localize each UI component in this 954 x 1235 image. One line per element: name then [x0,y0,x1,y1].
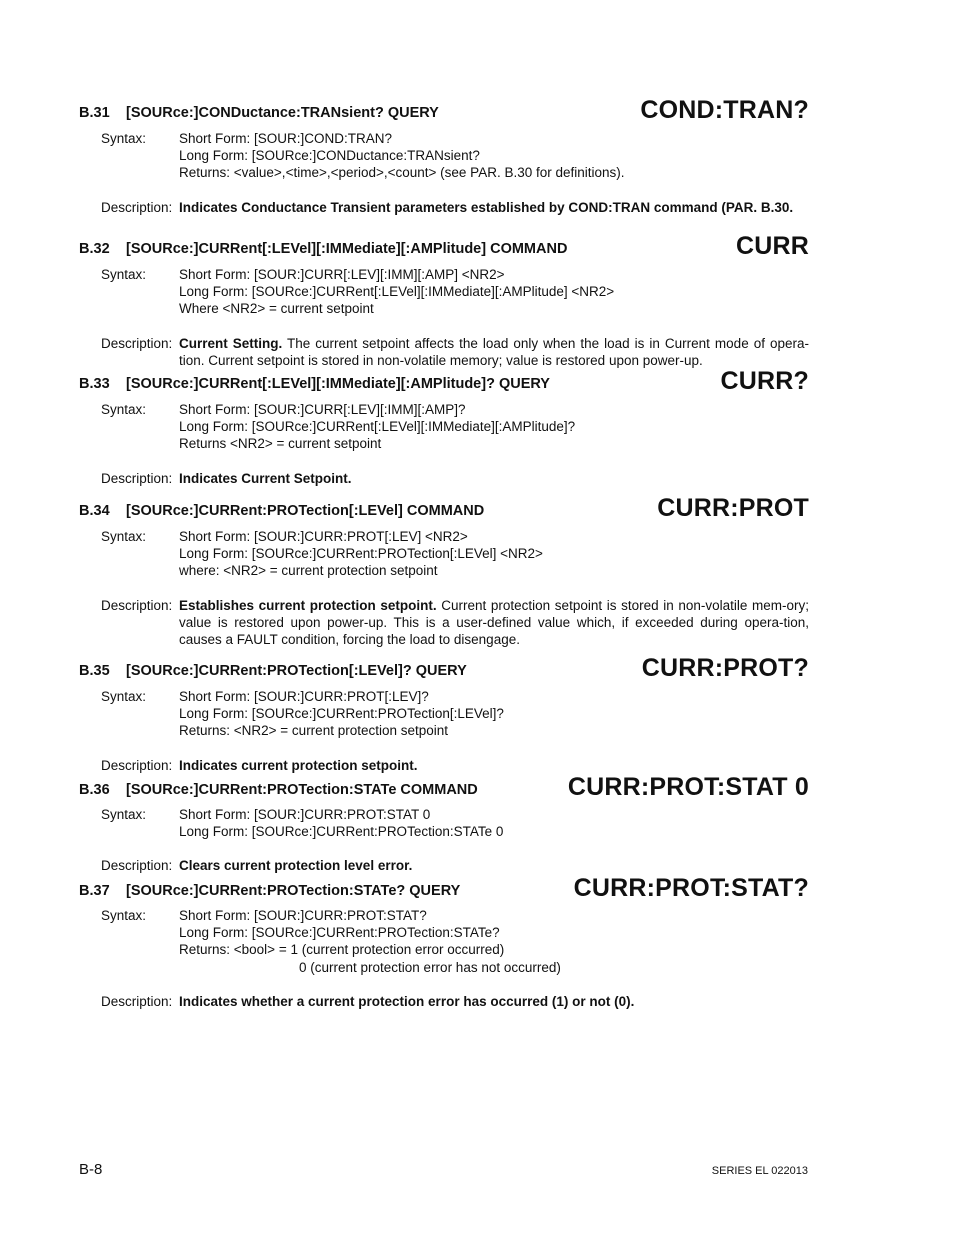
description-block [79,597,809,649]
section-title [79,782,478,798]
section-number: B.34 [79,503,110,519]
command-mnemonic: CURR:PROT:STAT? [573,874,809,902]
section-heading [79,773,809,801]
page-number: B-8 [79,1161,103,1178]
section-number: B.35 [79,663,110,679]
syntax-label: Syntax: [101,689,147,704]
section-number: B.37 [79,883,110,899]
description-block [79,470,809,487]
syntax-label: Syntax: [101,529,147,544]
syntax-short-form: Short Form: [SOUR:]CURR[:LEV][:IMM][:AMP]? [179,402,466,417]
section-heading [79,654,809,682]
section-number: B.32 [79,241,110,257]
syntax-label: Syntax: [101,267,147,282]
syntax-long-form: Long Form: [SOURce:]CURRent:PROTection[:LEVel]? [179,706,504,722]
syntax-short-form: Short Form: [SOUR:]COND:TRAN? [179,131,393,146]
command-mnemonic: CURR? [720,367,809,395]
syntax-returns: Returns: <value>,<time>,<period>,<count> (see PAR. B.30 for definitions). [179,165,625,181]
command-mnemonic: CURR:PROT? [641,654,809,682]
section-title-text: [SOURce:]CURRent[:LEVel][:IMMediate][:AMPlitude] COMMAND [126,241,568,257]
description-block [79,335,809,369]
section-number: B.36 [79,782,110,798]
section-heading [79,494,809,522]
section-b32 [79,232,809,369]
section-title-text: [SOURce:]CURRent:PROTection:STATe COMMAND [126,782,478,798]
section-b37 [79,874,809,1010]
document-id: SERIES EL 022013 [711,1165,808,1177]
syntax-block [79,130,809,182]
section-heading [79,874,809,902]
description-bold: Indicates Current Setpoint. [179,470,352,486]
syntax-short-form: Short Form: [SOUR:]CURR:PROT[:LEV]? [179,689,429,704]
syntax-block [79,806,809,840]
description-block [79,757,809,774]
description-text: The current setpoint affects the load only when the load is in Current mode of opera-tion. Current setpoint is stored in non-volatile memory; value is restored upon power-up. [179,335,809,368]
description-block [79,199,809,216]
section-b34 [79,494,809,648]
section-title [79,105,439,121]
syntax-block [79,401,809,453]
command-mnemonic: CURR:PROT [657,494,809,522]
syntax-label: Syntax: [101,908,147,923]
command-mnemonic: COND:TRAN? [640,96,809,124]
syntax-label: Syntax: [101,402,147,417]
section-title-text: [SOURce:]CURRent:PROTection[:LEVel]? QUERY [126,663,467,679]
syntax-long-form: Long Form: [SOURce:]CURRent:PROTection[:LEVel] <NR2> [179,546,543,562]
section-title-text: [SOURce:]CURRent[:LEVel][:IMMediate][:AMPlitude]? QUERY [126,376,550,392]
syntax-short-form: Short Form: [SOUR:]CURR:PROT:STAT 0 [179,807,431,822]
syntax-label: Syntax: [101,131,147,146]
syntax-returns-cont: 0 (current protection error has not occurred) [299,959,561,975]
syntax-long-form: Long Form: [SOURce:]CURRent[:LEVel][:IMMediate][:AMPlitude] <NR2> [179,284,615,300]
section-title-text: [SOURce:]CONDuctance:TRANsient? QUERY [126,105,439,121]
section-b31 [79,96,809,216]
section-title [79,241,567,257]
description-block [79,857,809,874]
section-title [79,376,550,392]
section-title [79,883,460,899]
description-block [79,993,809,1010]
description-bold: Indicates Conductance Transient parameters established by COND:TRAN command (PAR. B.30. [179,199,794,215]
syntax-long-form: Long Form: [SOURce:]CONDuctance:TRANsient? [179,148,480,164]
section-b33 [79,367,809,487]
syntax-block [79,907,809,976]
description-label: Description: [101,993,173,1009]
syntax-returns: Returns: <bool> = 1 (current protection error occurred) [179,942,505,958]
description-bold: Establishes current protection setpoint. [179,597,437,613]
command-mnemonic: CURR:PROT:STAT 0 [567,773,809,801]
description-bold: Indicates current protection setpoint. [179,757,418,773]
syntax-long-form: Long Form: [SOURce:]CURRent[:LEVel][:IMMediate][:AMPlitude]? [179,419,576,435]
description-text: Current protection setpoint is stored in non-volatile mem-ory; value is restored upon power-up. This is a user-defined value which, if exceeded during opera-tion, causes a FAULT condition, forcing the load to disengage. [179,597,809,648]
section-heading [79,367,809,395]
section-title-text: [SOURce:]CURRent:PROTection:STATe? QUERY [126,883,461,899]
syntax-returns: Returns <NR2> = current setpoint [179,436,382,452]
description-label: Description: [101,199,173,215]
description-label: Description: [101,858,173,874]
section-title-text: [SOURce:]CURRent:PROTection[:LEVel] COMMAND [126,503,485,519]
description-bold: Current Setting. [179,335,283,351]
description-label: Description: [101,757,173,773]
section-number: B.33 [79,376,110,392]
command-mnemonic: CURR [735,232,809,260]
section-title [79,503,484,519]
description-bold: Indicates whether a current protection error has occurred (1) or not (0). [179,993,635,1009]
syntax-short-form: Short Form: [SOUR:]CURR[:LEV][:IMM][:AMP] <NR2> [179,267,505,282]
section-b35 [79,654,809,774]
syntax-block [79,266,809,318]
syntax-where: Where <NR2> = current setpoint [179,301,374,317]
syntax-returns: Returns: <NR2> = current protection setpoint [179,723,449,739]
description-bold: Clears current protection level error. [179,858,413,874]
section-heading [79,232,809,260]
syntax-long-form: Long Form: [SOURce:]CURRent:PROTection:STATe? [179,925,500,941]
section-b36 [79,773,809,875]
syntax-short-form: Short Form: [SOUR:]CURR:PROT[:LEV] <NR2> [179,529,468,544]
syntax-short-form: Short Form: [SOUR:]CURR:PROT:STAT? [179,908,427,923]
syntax-block [79,528,809,580]
section-heading [79,96,809,124]
syntax-where: where: <NR2> = current protection setpoint [179,563,438,579]
description-label: Description: [101,597,173,613]
section-number: B.31 [79,105,110,121]
syntax-long-form: Long Form: [SOURce:]CURRent:PROTection:STATe 0 [179,824,504,840]
description-label: Description: [101,335,173,351]
description-label: Description: [101,470,173,486]
syntax-label: Syntax: [101,807,147,822]
syntax-block [79,688,809,740]
section-title [79,663,467,679]
